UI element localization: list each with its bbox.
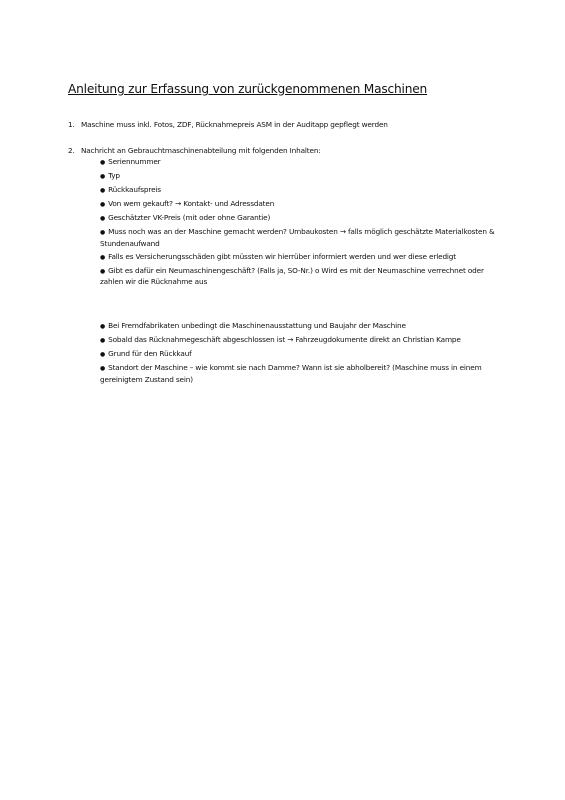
step-text: Maschine muss inkl. Fotos, ZDF, Rücknahmepreis ASM in der Auditapp gepflegt werden — [81, 120, 388, 129]
list-item: ● Geschätzter VK-Preis (mit oder ohne Garantie) — [100, 213, 271, 222]
bullet-icon: ● — [100, 323, 106, 330]
bullet-list-1 — [100, 157, 505, 290]
step-number: 1. — [68, 120, 75, 129]
bullet-icon: ● — [100, 229, 106, 236]
bullet-list-2 — [100, 321, 505, 388]
step-number: 2. — [68, 146, 75, 155]
list-item: ● Muss noch was an der Maschine gemacht werden? Umbaukosten → falls möglich geschätzte Materialkosten & Stundenaufwand — [100, 227, 495, 248]
document-title: Anleitung zur Erfassung von zurückgenommenen Maschinen — [68, 82, 428, 96]
list-item: ● Sobald das Rücknahmegeschäft abgeschlossen ist → Fahrzeugdokumente direkt an Christian Kampe — [100, 335, 461, 344]
bullet-icon: ● — [100, 253, 106, 261]
list-item: ● Bei Fremdfabrikaten unbedingt die Maschinenausstattung und Baujahr der Maschine — [100, 321, 406, 330]
list-item: ● Von wem gekauft? → Kontakt- und Adressdaten — [100, 199, 275, 208]
list-item: ● Rückkaufspreis — [100, 185, 161, 194]
list-item: ● Gibt es dafür ein Neumaschinengeschäft? (Falls ja, SO-Nr.) o Wird es mit der Neumaschine verrechnet oder zahlen wir die Rücknahme aus — [100, 265, 484, 286]
bullet-icon: ● — [100, 187, 106, 194]
bullet-icon: ● — [100, 201, 106, 208]
list-item: ● Grund für den Rückkauf — [100, 349, 192, 358]
bullet-icon: ● — [100, 365, 106, 372]
bullet-icon: ● — [100, 173, 106, 180]
bullet-icon: ● — [100, 215, 106, 222]
list-item: ● Falls es Versicherungsschäden gibt müssten wir hierrüber informiert werden und wer diese erledigt — [100, 251, 457, 261]
list-item: ● Typ — [100, 171, 120, 180]
step-2 — [68, 146, 321, 155]
bullet-icon: ● — [100, 337, 106, 344]
bullet-icon: ● — [100, 159, 106, 166]
step-text: Nachricht an Gebrauchtmaschinenabteilung mit folgenden Inhalten: — [81, 146, 321, 155]
step-1 — [68, 120, 388, 129]
bullet-icon: ● — [100, 351, 106, 358]
bullet-icon: ● — [100, 267, 106, 275]
list-item: ● Standort der Maschine – wie kommt sie nach Damme? Wann ist sie abholbereit? (Maschine muss in einem gereinigtem Zustand sein) — [100, 363, 482, 384]
list-item: ● Seriennummer — [100, 157, 161, 166]
